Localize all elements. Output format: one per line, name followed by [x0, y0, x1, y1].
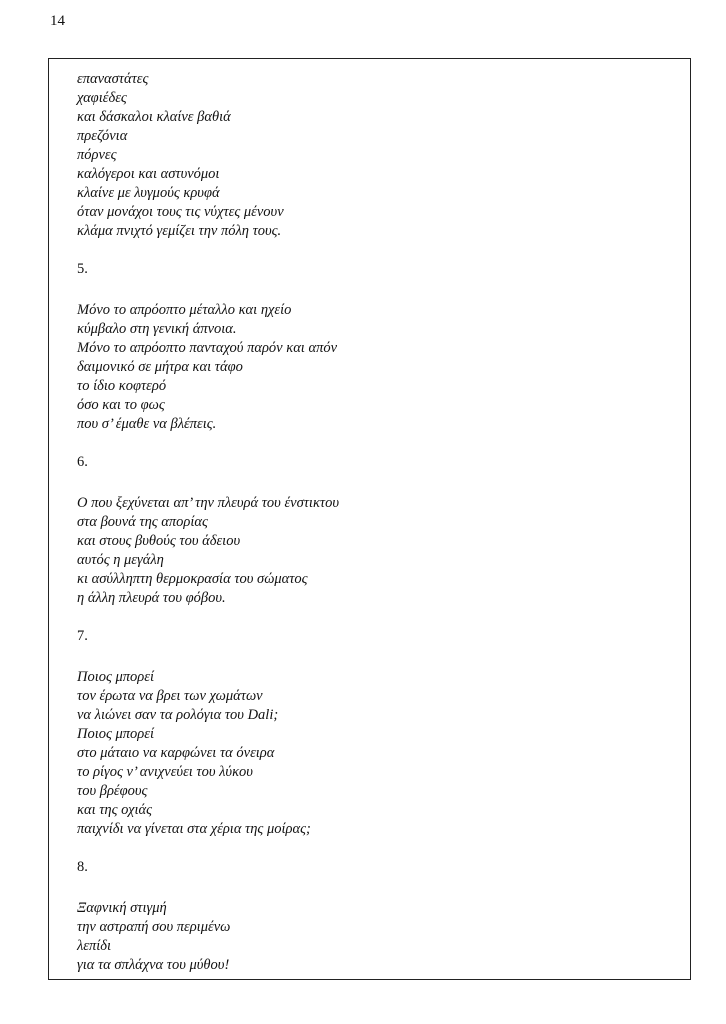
- stanza-6: [77, 494, 677, 608]
- stanza-4-tail: [77, 70, 677, 241]
- poem-line: κύμβαλο στη γενική άπνοια.: [77, 321, 237, 337]
- poem-line: Ξαφνική στιγμή: [77, 900, 167, 916]
- poem-line: Ο που ξεχύνεται απ’ την πλευρά του ένστικτου: [77, 495, 340, 511]
- poem-line: να λιώνει σαν τα ρολόγια του Dali;: [77, 707, 279, 723]
- poem-line: καλόγεροι και αστυνόμοι: [77, 166, 220, 182]
- stanza-5: [77, 301, 677, 434]
- poem-line: κλαίνε με λυγμούς κρυφά: [77, 185, 220, 201]
- poem-line: για τα σπλάχνα του μύθου!: [77, 957, 230, 973]
- poem-line: και της οχιάς: [77, 802, 152, 818]
- poem-line: χαφιέδες: [77, 90, 127, 106]
- poem-line: που σ’ έμαθε να βλέπεις.: [77, 416, 217, 432]
- poem-line: και στους βυθούς του άδειου: [77, 533, 241, 549]
- poem-line: το ίδιο κοφτερό: [77, 378, 167, 394]
- poem-line: Ποιος μπορεί: [77, 726, 155, 742]
- poem-line: αυτός η μεγάλη: [77, 552, 164, 568]
- poem-content: [77, 70, 677, 975]
- poem-line: κι ασύλληπτη θερμοκρασία του σώματος: [77, 571, 308, 587]
- poem-line: δαιμονικό σε μήτρα και τάφο: [77, 359, 243, 375]
- poem-line: Ποιος μπορεί: [77, 669, 155, 685]
- poem-line: κλάμα πνιχτό γεμίζει την πόλη τους.: [77, 223, 282, 239]
- poem-line: παιχνίδι να γίνεται στα χέρια της μοίρας;: [77, 821, 311, 837]
- poem-line: πόρνες: [77, 147, 117, 163]
- stanza-8: [77, 899, 677, 975]
- poem-line: στο μάταιο να καρφώνει τα όνειρα: [77, 745, 275, 761]
- poem-line: Μόνο το απρόοπτο μέταλλο και ηχείο: [77, 302, 292, 318]
- stanza-number: 5.: [77, 261, 88, 277]
- stanza-7: [77, 668, 677, 839]
- poem-line: του βρέφους: [77, 783, 148, 799]
- poem-line: όσο και το φως: [77, 397, 165, 413]
- poem-line: το ρίγος ν’ ανιχνεύει του λύκου: [77, 764, 253, 780]
- poem-line: λεπίδι: [77, 938, 112, 954]
- poem-line: όταν μονάχοι τους τις νύχτες μένουν: [77, 204, 284, 220]
- poem-line: Μόνο το απρόοπτο πανταχού παρόν και απόν: [77, 340, 338, 356]
- poem-line: πρεζόνια: [77, 128, 128, 144]
- poem-line: την αστραπή σου περιμένω: [77, 919, 231, 935]
- poem-line: στα βουνά της απορίας: [77, 514, 208, 530]
- poem-line: τον έρωτα να βρει των χωμάτων: [77, 688, 263, 704]
- stanza-number: 7.: [77, 628, 88, 644]
- poem-line: και δάσκαλοι κλαίνε βαθιά: [77, 109, 231, 125]
- page-number: 14: [50, 13, 65, 29]
- poem-line: επαναστάτες: [77, 71, 149, 87]
- stanza-number: 6.: [77, 454, 88, 470]
- poem-line: η άλλη πλευρά του φόβου.: [77, 590, 226, 606]
- stanza-number: 8.: [77, 859, 88, 875]
